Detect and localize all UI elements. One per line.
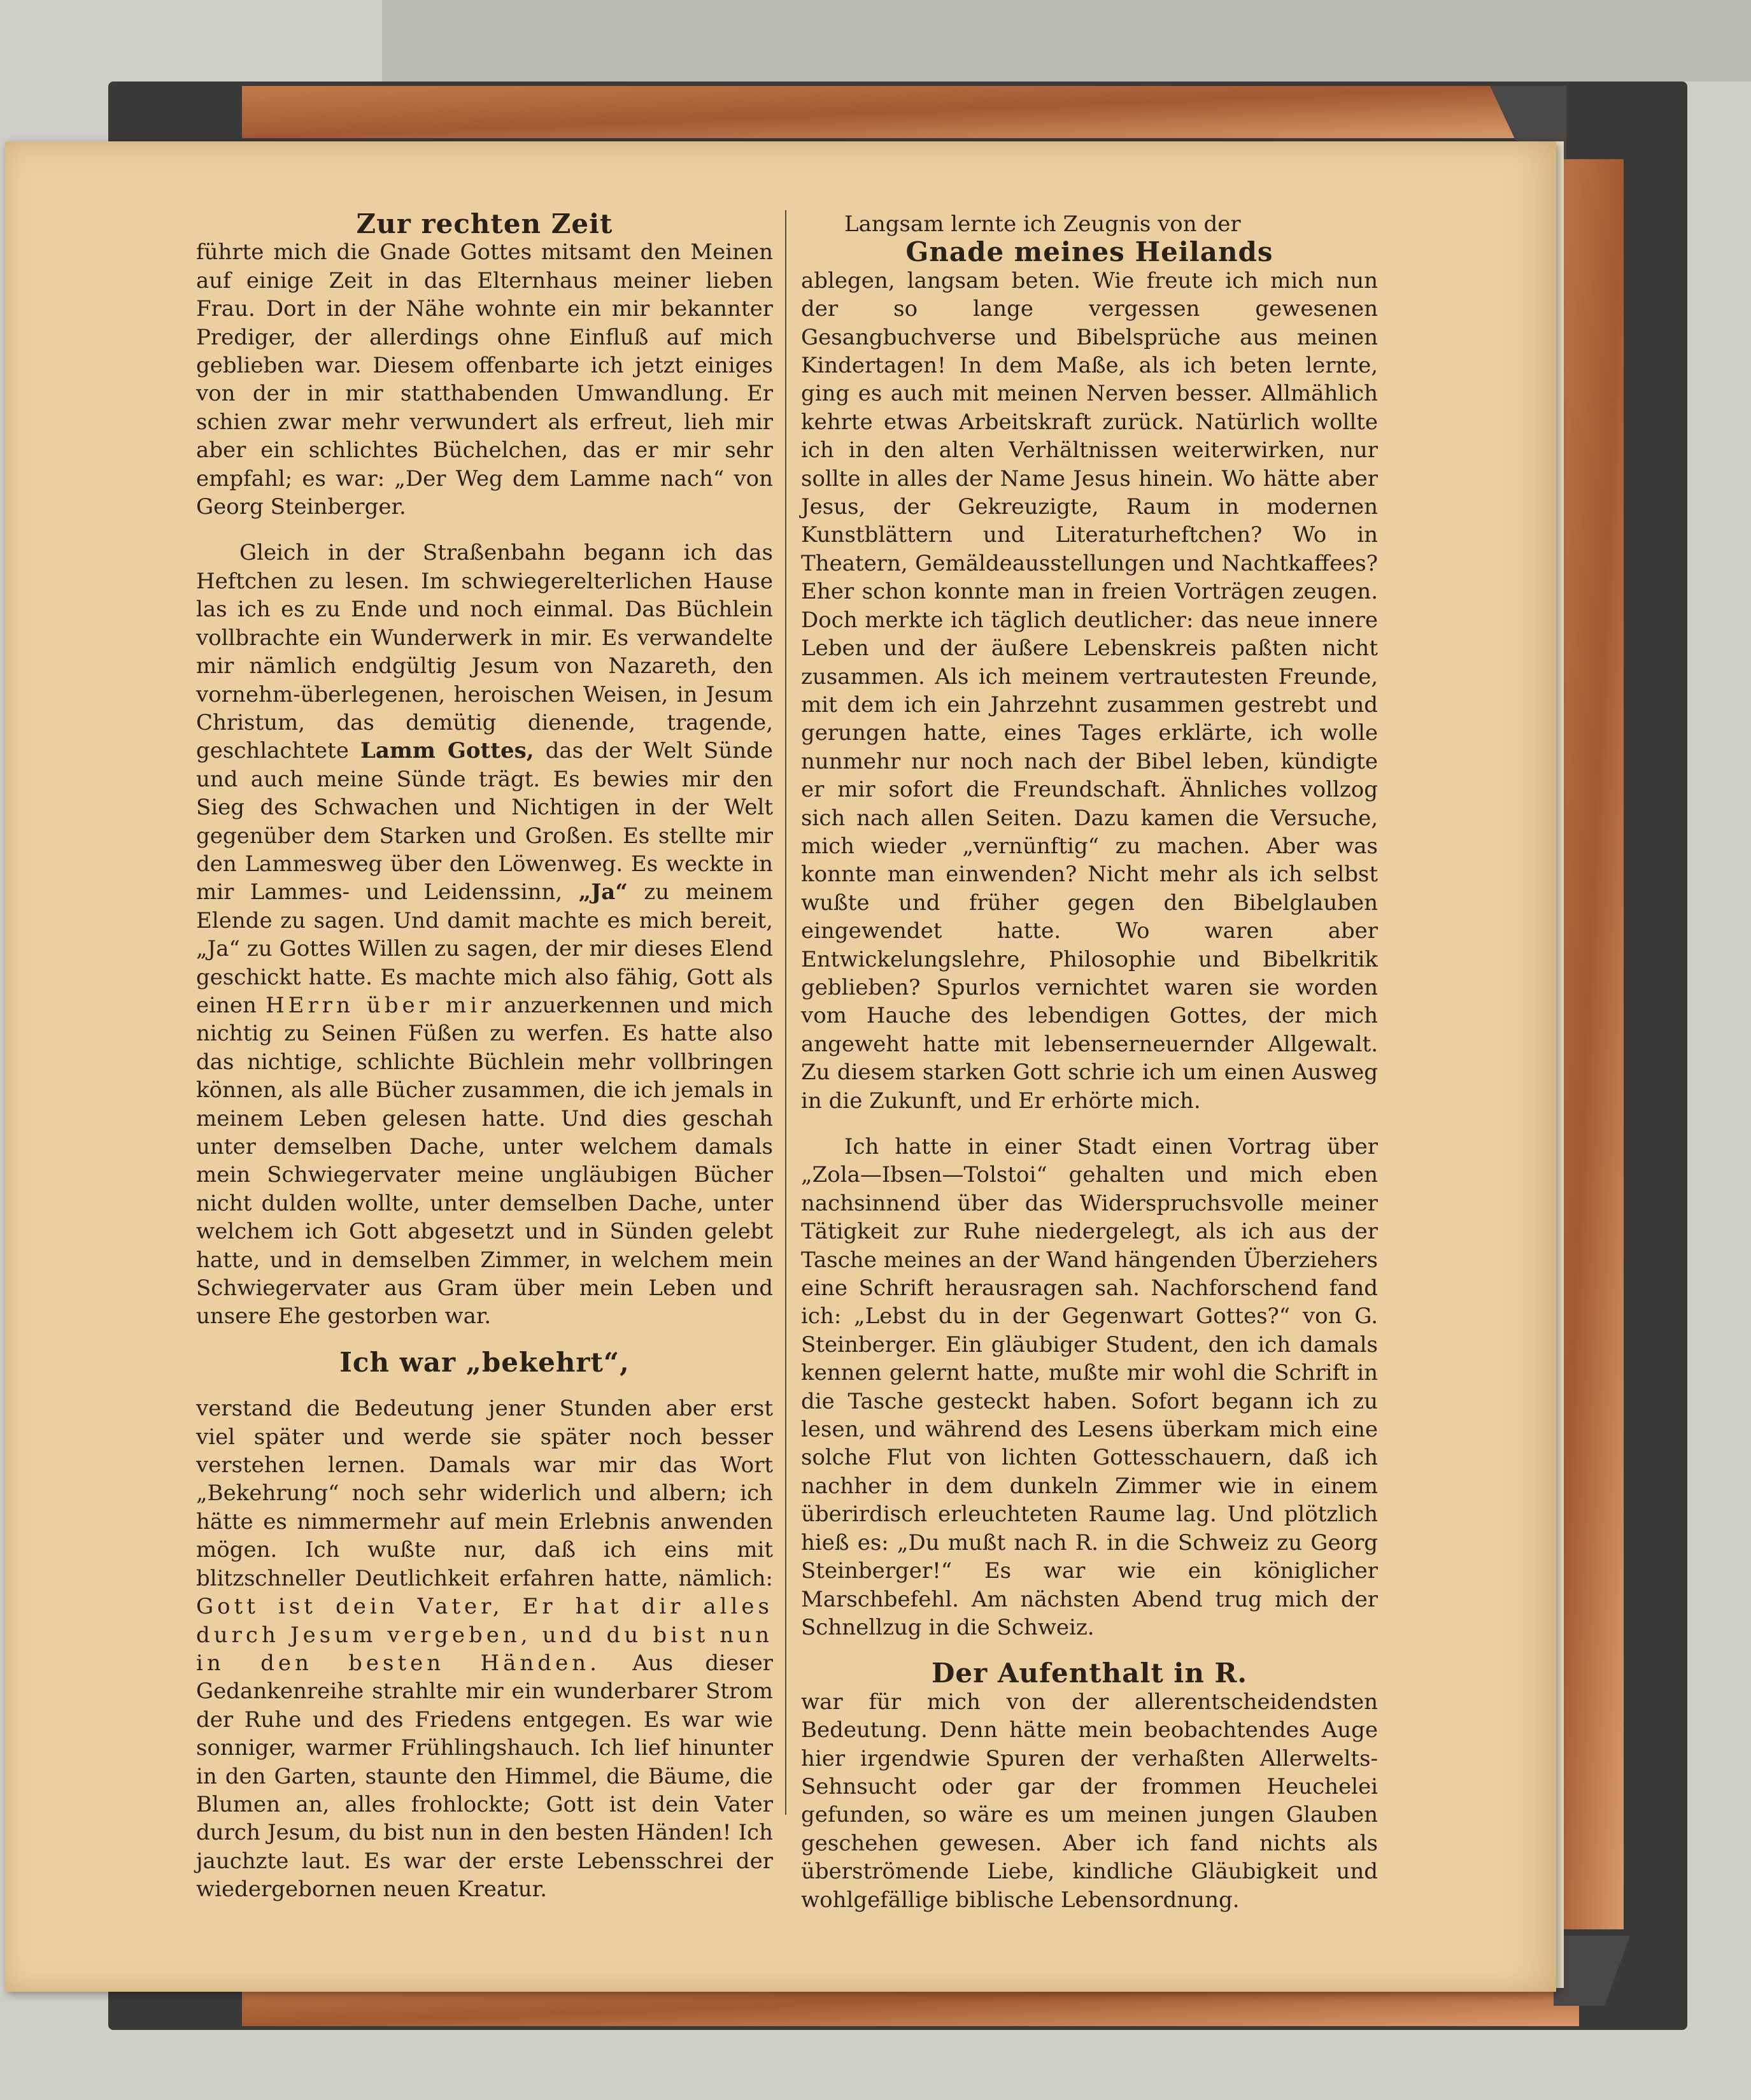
section-heading: Der Aufenthalt in R.: [931, 1657, 1248, 1689]
paragraph: Ich hatte in einer Stadt einen Vortrag über „Zola—Ibsen—Tolstoi“ gehalten und mich eben nachsinnend über das Widerspruchsvolle meiner Tätigkeit zur Ruhe niedergelegt, als ich aus der Tasche meines an der Wand hängenden Überziehers eine Schrift herausragen sah. Nachforschend fand ich: „Lebst du in der Gegenwart Gottes?“ von G. Steinberger. Ein gläubiger Student, den ich damals kennen gelernt hatte, mußte mir wohl die Schrift in die Tasche gesteckt haben. Sofort begann ich zu lesen, und während des Lesens überkam mich eine solche Flut von lichten Gottesschauern, daß ich nachher in dem dunkeln Zimmer wie in einem überirdisch erleuchteten Raume lag. Und plötzlich hieß es: „Du mußt nach R. in die Schweiz zu Georg Steinberger!“ Es war wie ein königlicher Marschbefehl. Am nächsten Abend trug mich der Schnellzug in die Schweiz.: [801, 1134, 1378, 1640]
section-heading: Ich war „bekehrt“,: [339, 1346, 630, 1378]
intro-line: Langsam lernte ich Zeugnis von der: [844, 211, 1241, 237]
paragraph-text: zu meinem Elende zu sagen. Und damit machte es mich bereit, „Ja“ zu Gottes Willen zu sagen, der mir dieses Elend geschickt hatte. Es machte mich also fähig, Gott als einen: [196, 879, 774, 1018]
paragraph-text: führte mich die Gnade Gottes mitsamt den Meinen auf einige Zeit in das Elternhaus meiner lieben Frau. Dort in der Nähe wohnte ein mir bekannter Prediger, der allerdings ohne Einfluß auf mich geblieben war. Diesem offenbarte ich jetzt einiges von der in mir statthabenden Umwandlung. Er schien zwar mehr verwundert als erfreut, lieh mir aber ein schlichtes Büchelchen, das er mir sehr empfahl; es war: „Der Weg dem Lamme nach“ von Georg Steinberger.: [196, 239, 773, 520]
column-divider: [785, 210, 786, 1815]
paragraph: [196, 1394, 773, 1903]
paragraph: [196, 539, 773, 1330]
paragraph: [196, 238, 773, 521]
section-heading: Gnade meines Heilands: [905, 236, 1273, 268]
emphasis-text: „Ja“: [578, 879, 628, 905]
paragraph-text: Gleich in der Straßenbahn begann ich das Heftchen zu lesen. Im schwiegerelterlichen Hause las ich es zu Ende und noch einmal. Das Büchlein vollbrachte ein Wunderwerk in mir. Es verwandelte mir nämlich endgültig Jesum von Nazareth, den vornehm-überlegenen, heroischen Weisen, in Jesum Christum, das demütig dienende, tragende, geschlachtete: [196, 540, 773, 764]
paragraph-text: verstand die Bedeutung jener Stunden aber erst viel später und werde sie später noch besser verstehen lernen. Damals war mir das Wort „Bekehrung“ noch sehr widerlich und albern; ich hätte es nimmermehr auf mein Erlebnis anwenden mögen. Ich wußte nur, daß ich eins mit blitzschneller Deutlichkeit erfahren hatte, nämlich:: [196, 1396, 773, 1591]
paragraph-text: anzuerkennen und mich nichtig zu Seinen Füßen zu werfen. Es hatte also das nichtige, schlichte Büchlein mehr vollbringen können, als alle Bücher zusammen, die ich jemals in meinem Leben gelesen hatte. Und dies geschah unter demselben Dache, unter welchem damals mein Schwiegervater meine ungläubigen Bücher nicht dulden wollte, unter demselben Dache, unter welchem ich Gott abgesetzt und in Sünden gelebt hatte, und in demselben Zimmer, in welchem mein Schwiegervater aus Gram über mein Leben und unsere Ehe gestorben war.: [196, 992, 773, 1330]
paragraph-text: Aus dieser Gedankenreihe strahlte mir ein wunderbarer Strom der Ruhe und des Friedens entgegen. Es war wie sonniger, warmer Frühlingshauch. Ich lief hinunter in den Garten, staunte den Himmel, die Bäume, die Blumen an, alles frohlockte; Gott ist dein Vater durch Jesum, du bist nun in den besten Händen! Ich jauchzte laut. Es war der erste Lebensschrei der wiedergebornen neuen Kreatur.: [196, 1650, 774, 1903]
left-column: [196, 210, 773, 1904]
paragraph: ablegen, langsam beten. Wie freute ich mich nun der so lange vergessen gewesenen Gesangbuchverse und Bibelsprüche aus meinen Kindertagen! In dem Maße, als ich beten lernte, ging es auch mit meinen Nerven besser. Allmählich kehrte etwas Arbeitskraft zurück. Natürlich wollte ich in den alten Verhältnissen weiterwirken, nur sollte in alles der Name Jesus hinein. Wo hätte aber Jesus, der Gekreuzigte, Raum in modernen Kunstblättern und Literaturheftchen? Wo in Theatern, Gemäldeausstellungen und Nachtkaffees? Eher schon konnte man in freien Vorträgen zeugen. Doch merkte ich täglich deutlicher: das neue innere Leben und der äußere Lebenskreis paßten nicht zusammen. Als ich meinem vertrautesten Freunde, mit dem ich ein Jahrzehnt zusammen gestrebt und gerungen hatte, eines Tages erklärte, ich wolle nunmehr nur noch nach der Bibel leben, kündigte er mir sofort die Freundschaft. Ähnliches vollzog sich nach allen Seiten. Dazu kamen die Versuche, mich wieder „vernünftig“ zu machen. Aber was konnte man einwenden? Nicht mehr als ich selbst wußte und früher gegen den Bibelglauben eingewendet hatte. Wo waren aber Entwickelungslehre, Philosophie und Bibelkritik geblieben? Spurlos vernichtet waren sie worden vom Hauche des lebendigen Gottes, der mich angeweht hatte mit lebenserneuernder Allgewalt. Zu diesem starken Gott schrie ich um einen Ausweg in die Zukunft, und Er erhörte mich.: [801, 267, 1378, 1114]
spaced-text: Gott ist dein Vater, Er hat dir alles durch Jesum vergeben, und du bist nun in den besten Händen.: [196, 1594, 773, 1676]
emphasis-text: Lamm Gottes,: [360, 738, 534, 764]
section-heading: Zur rechten Zeit: [356, 208, 613, 239]
right-column: [801, 210, 1378, 1914]
paragraph-text: das der Welt Sünde und auch meine Sünde trägt. Es bewies mir den Sieg des Schwachen und Nichtigen in der Welt gegenüber dem Starken und Großen. Es stellte mir den Lammesweg über den Löwenweg. Es weckte in mir Lammes- und Leidenssinn,: [196, 738, 773, 905]
spaced-text: HErrn über mir: [265, 992, 495, 1018]
paragraph: war für mich von der allerentscheidendsten Bedeutung. Denn hätte mein beobachtendes Auge hier irgendwie Spuren der verhaßten Allerwelts-Sehnsucht oder gar der frommen Heuchelei gefunden, so wäre es um meinen jungen Glauben geschehen gewesen. Aber ich fand nichts als überströmende Liebe, kindliche Gläubigkeit und wohlgefällige biblische Lebensordnung.: [801, 1689, 1378, 1913]
